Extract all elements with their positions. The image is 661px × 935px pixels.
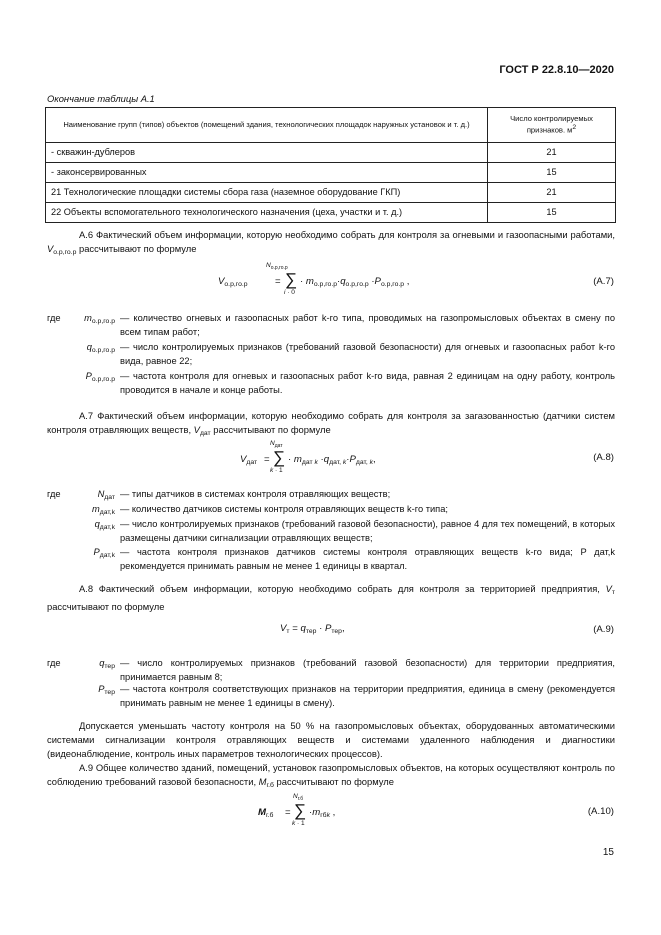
row-name: - скважин-дублеров: [46, 143, 488, 163]
def-symbol: $q_{о.р,го.р}$: [86, 342, 115, 354]
table-row: [46, 183, 616, 203]
where-label: где: [47, 658, 61, 668]
def-text: — типы датчиков в системах контроля отравляющих веществ;: [120, 489, 391, 499]
formula-number-a9: (А.9): [593, 624, 614, 635]
table-caption: Окончание таблицы А.1: [47, 93, 155, 104]
formula-number-a7: (А.7): [593, 276, 614, 287]
formula-number-a10: (А.10): [587, 806, 614, 817]
table-header-row: [46, 108, 616, 143]
where-label: где: [47, 313, 61, 323]
def-symbol: $P_{дат,k}$: [93, 547, 115, 559]
where-label: где: [47, 489, 61, 499]
def-symbol: $q_{дат,k}$: [94, 519, 115, 531]
def-text: — частота контроля для огневых и газоопасных работ k-го вида, равная 2 единицам на одну работу, контроль проводится в начале и конце работы.: [120, 371, 615, 395]
table-row: [46, 163, 616, 183]
paragraph-a6: А.6 Фактический объем информации, которую необходимо собрать для контроля за огневыми и газоопасными работами, $V_{о.р,го.р}$ рассчитывают по формуле: [47, 229, 615, 256]
def-text: — число контролируемых признаков (требований газовой безопасности) для территории предприятия, принимается равным 8;: [120, 658, 615, 682]
paragraph-a8-note: Допускается уменьшать частоту контроля на 50 % на газопромысловых объектах, оборудованных автоматическими системами сигнализации контроля отравляющих веществ и системами удаленного наблюдения и диагностики (видеонаблюдение, контроль иных параметров технологических процессов).: [47, 720, 615, 759]
def-text: — количество огневых и газоопасных работ k-го типа, проводимых на газопромысловых объектах в смену по всем типам работ;: [120, 313, 615, 337]
def-symbol: $P_{о.р,го.р}$: [85, 371, 115, 383]
paragraph-a9: А.9 Общее количество зданий, помещений, установок газопромысловых объектов, на которых осуществляют контроль по соблюдению требований газовой безопасности, $M_{г.б}$ рассчитывают по формуле: [47, 762, 615, 789]
row-value: 21: [488, 143, 616, 163]
def-symbol: $N_{дат}$: [97, 489, 115, 501]
def-text: — число контролируемых признаков (требований газовой безопасности) для огневых и газоопасных работ k-го вида, равное 22;: [120, 342, 615, 366]
formula-number-a8: (А.8): [593, 452, 614, 463]
col2-header-sup: 2: [572, 124, 577, 132]
table-row: [46, 143, 616, 163]
formula-a9: $V_т = q_{тер} \cdot P_{тер}$,: [280, 623, 345, 635]
row-name: 21 Технологические площадки системы сбора газа (наземное оборудование ГКП): [46, 183, 488, 203]
row-name: - законсервированных: [46, 163, 488, 183]
table-row: [46, 203, 616, 223]
row-value: 15: [488, 203, 616, 223]
paragraph-a7: А.7 Фактический объем информации, которую необходимо собрать для контроля за загазованностью (датчики систем контроля отравляющих веществ, $V_{дат}$ рассчитывают по формуле: [47, 410, 615, 437]
paragraph-a8: А.8 Фактический объем информации, которую необходимо собрать для контроля за территорией предприятия, $V_т$ рассчитывают по формуле: [47, 583, 615, 612]
def-text: — частота контроля соответствующих признаков на территории предприятия, единица в смену (рекомендуется принимать равным не менее 1 единицы в смену).: [120, 684, 615, 708]
standard-header: ГОСТ Р 22.8.10—2020: [499, 64, 614, 76]
page-number: 15: [602, 847, 614, 858]
formula-a7: $V_{о.р,го.р}$ = $N_{о.р,го.р}$ ∑ i · 0 · $m_{о.р,го.р}\cdot q_{о.р,го.р} \cdot P_{о.р,го.р}$ ,: [218, 262, 410, 296]
col2-header: Число контролируемых признаков. $м^2$: [488, 108, 616, 143]
formula-a10: $M_{г.б}$ = $N_{г.б}$ ∑ k · 1 $\cdot m_{гбk}$ ,: [258, 793, 336, 827]
row-value: 15: [488, 163, 616, 183]
def-text: — количество датчиков системы контроля отравляющих веществ k-го типа;: [120, 504, 448, 514]
row-value: 21: [488, 183, 616, 203]
row-name: 22 Объекты вспомогательного технологического назначения (цеха, участки и т. д.): [46, 203, 488, 223]
def-symbol: $P_{тер}$: [98, 684, 115, 696]
def-text: — число контролируемых признаков (требований газовой безопасности), равное 4 для тех помещений, в которых размещены датчики сигнализации отравляющих веществ;: [120, 519, 615, 543]
col1-header: Наименование групп (типов) объектов (помещений здания, технологических площадок наружных установок и т. д.): [46, 108, 488, 143]
def-symbol: $q_{тер}$: [99, 658, 115, 670]
def-symbol: $m_{дат,k}$: [92, 504, 115, 516]
def-symbol: $m_{о.р,го.р}$: [84, 313, 115, 325]
def-text: — частота контроля признаков датчиков системы контроля отравляющих веществ k-го вида; P дат,k рекомендуется принимать равным не менее 1 единицы в квартал.: [120, 547, 615, 571]
objects-table: [45, 107, 616, 223]
formula-a8: $V_{дат}$ = $N_{дат}$ ∑ k · 1 · $m_{дат k} \cdot q_{дат, k}\cdot P_{дат, k}$,: [240, 440, 376, 474]
